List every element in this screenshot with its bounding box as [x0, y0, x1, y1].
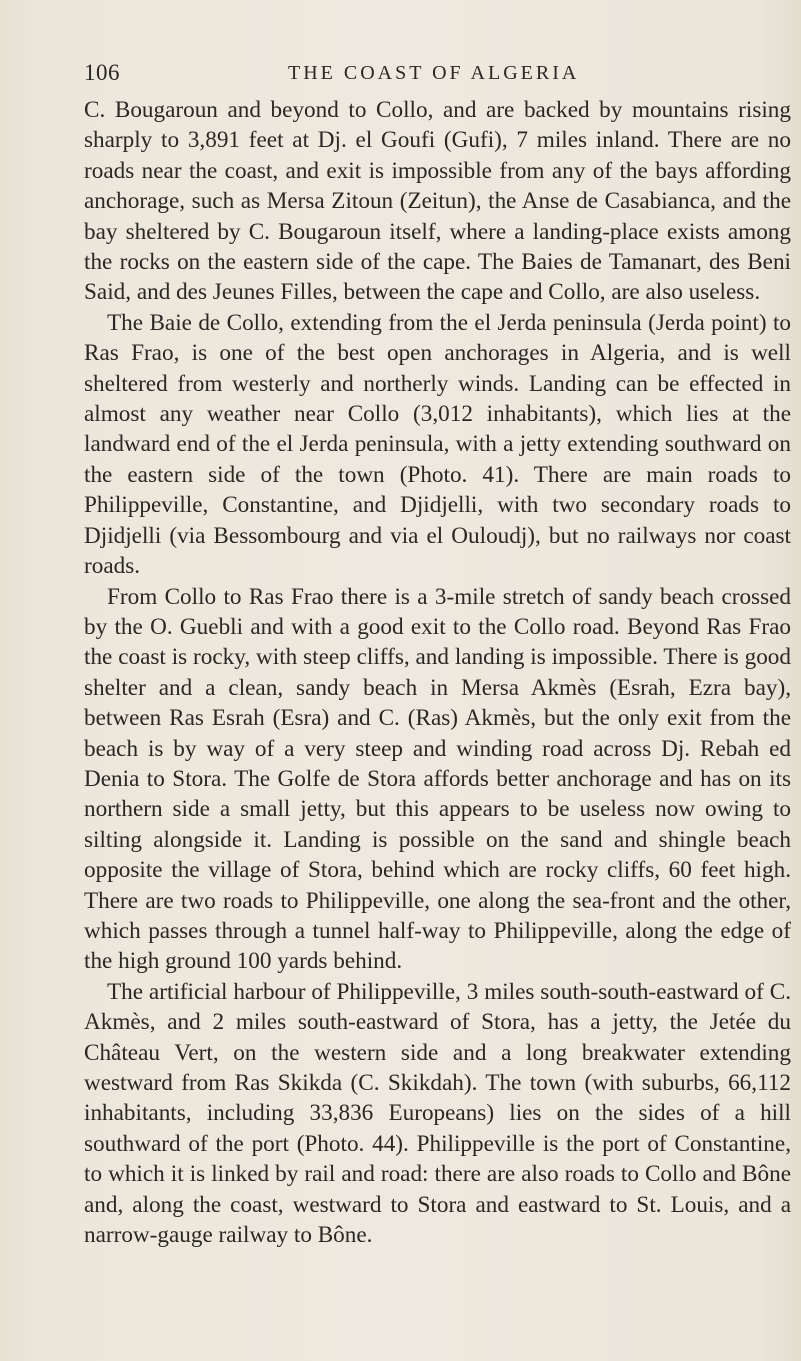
- paragraph-2: The Baie de Collo, extending from the el Jerda peninsula (Jerda point) to Ras Frao, is one of the best open anchorages in Algeria, and is well sheltered from westerly and northerly winds. Landing can be effected in almost any weather near Collo (3,012 inhabitants), which lies at the landward end of the el Jerda peninsula, with a jetty extending southward on the eastern side of the town (Photo. 41). There are main roads to Philippeville, Constantine, and Djidjelli, with two secondary roads to Djidjelli (via Bessombourg and via el Ouloudj), but no railways nor coast roads.: [84, 309, 791, 580]
- running-head: THE COAST OF ALGERIA: [288, 62, 580, 84]
- page-number: 106: [84, 60, 120, 85]
- page-header: [84, 60, 784, 90]
- paragraph-4: The artificial harbour of Philippeville, 3 miles south-south-eastward of C. Akmès, and 2 miles south-eastward of Stora, has a jetty, the Jetée du Château Vert, on the western side and a long breakwater extending westward from Ras Skikda (C. Skikdah). The town (with suburbs, 66,112 inhabitants, including 33,836 Europeans) lies on the sides of a hill southward of the port (Photo. 44). Philippeville is the port of Constantine, to which it is linked by rail and road: there are also roads to Collo and Bône and, along the coast, westward to Stora and eastward to St. Louis, and a narrow-gauge railway to Bône.: [84, 978, 791, 1249]
- paragraph-1: C. Bougaroun and beyond to Collo, and are backed by mountains rising sharply to 3,891 feet at Dj. el Goufi (Gufi), 7 miles inland. There are no roads near the coast, and exit is impossible from any of the bays affording anchorage, such as Mersa Zitoun (Zeitun), the Anse de Casabianca, and the bay sheltered by C. Bougaroun itself, where a landing-place exists among the rocks on the eastern side of the cape. The Baies de Tamanart, des Beni Said, and des Jeunes Filles, between the cape and Collo, are also useless.: [84, 97, 791, 306]
- paragraph-3: From Collo to Ras Frao there is a 3-mile stretch of sandy beach crossed by the O. Guebli and with a good exit to the Collo road. Beyond Ras Frao the coast is rocky, with steep cliffs, and landing is impossible. There is good shelter and a clean, sandy beach in Mersa Akmès (Esrah, Ezra bay), between Ras Esrah (Esra) and C. (Ras) Akmès, but the only exit from the beach is by way of a very steep and winding road across Dj. Rebah ed Denia to Stora. The Golfe de Stora affords better anchorage and has on its northern side a small jetty, but this appears to be useless now owing to silting alongside it. Landing is possible on the sand and shingle beach opposite the village of Stora, behind which are rocky cliffs, 60 feet high. There are two roads to Philippeville, one along the sea-front and the other, which passes through a tunnel half-way to Philippeville, along the edge of the high ground 100 yards behind.: [84, 583, 791, 975]
- body-text: [84, 95, 791, 1250]
